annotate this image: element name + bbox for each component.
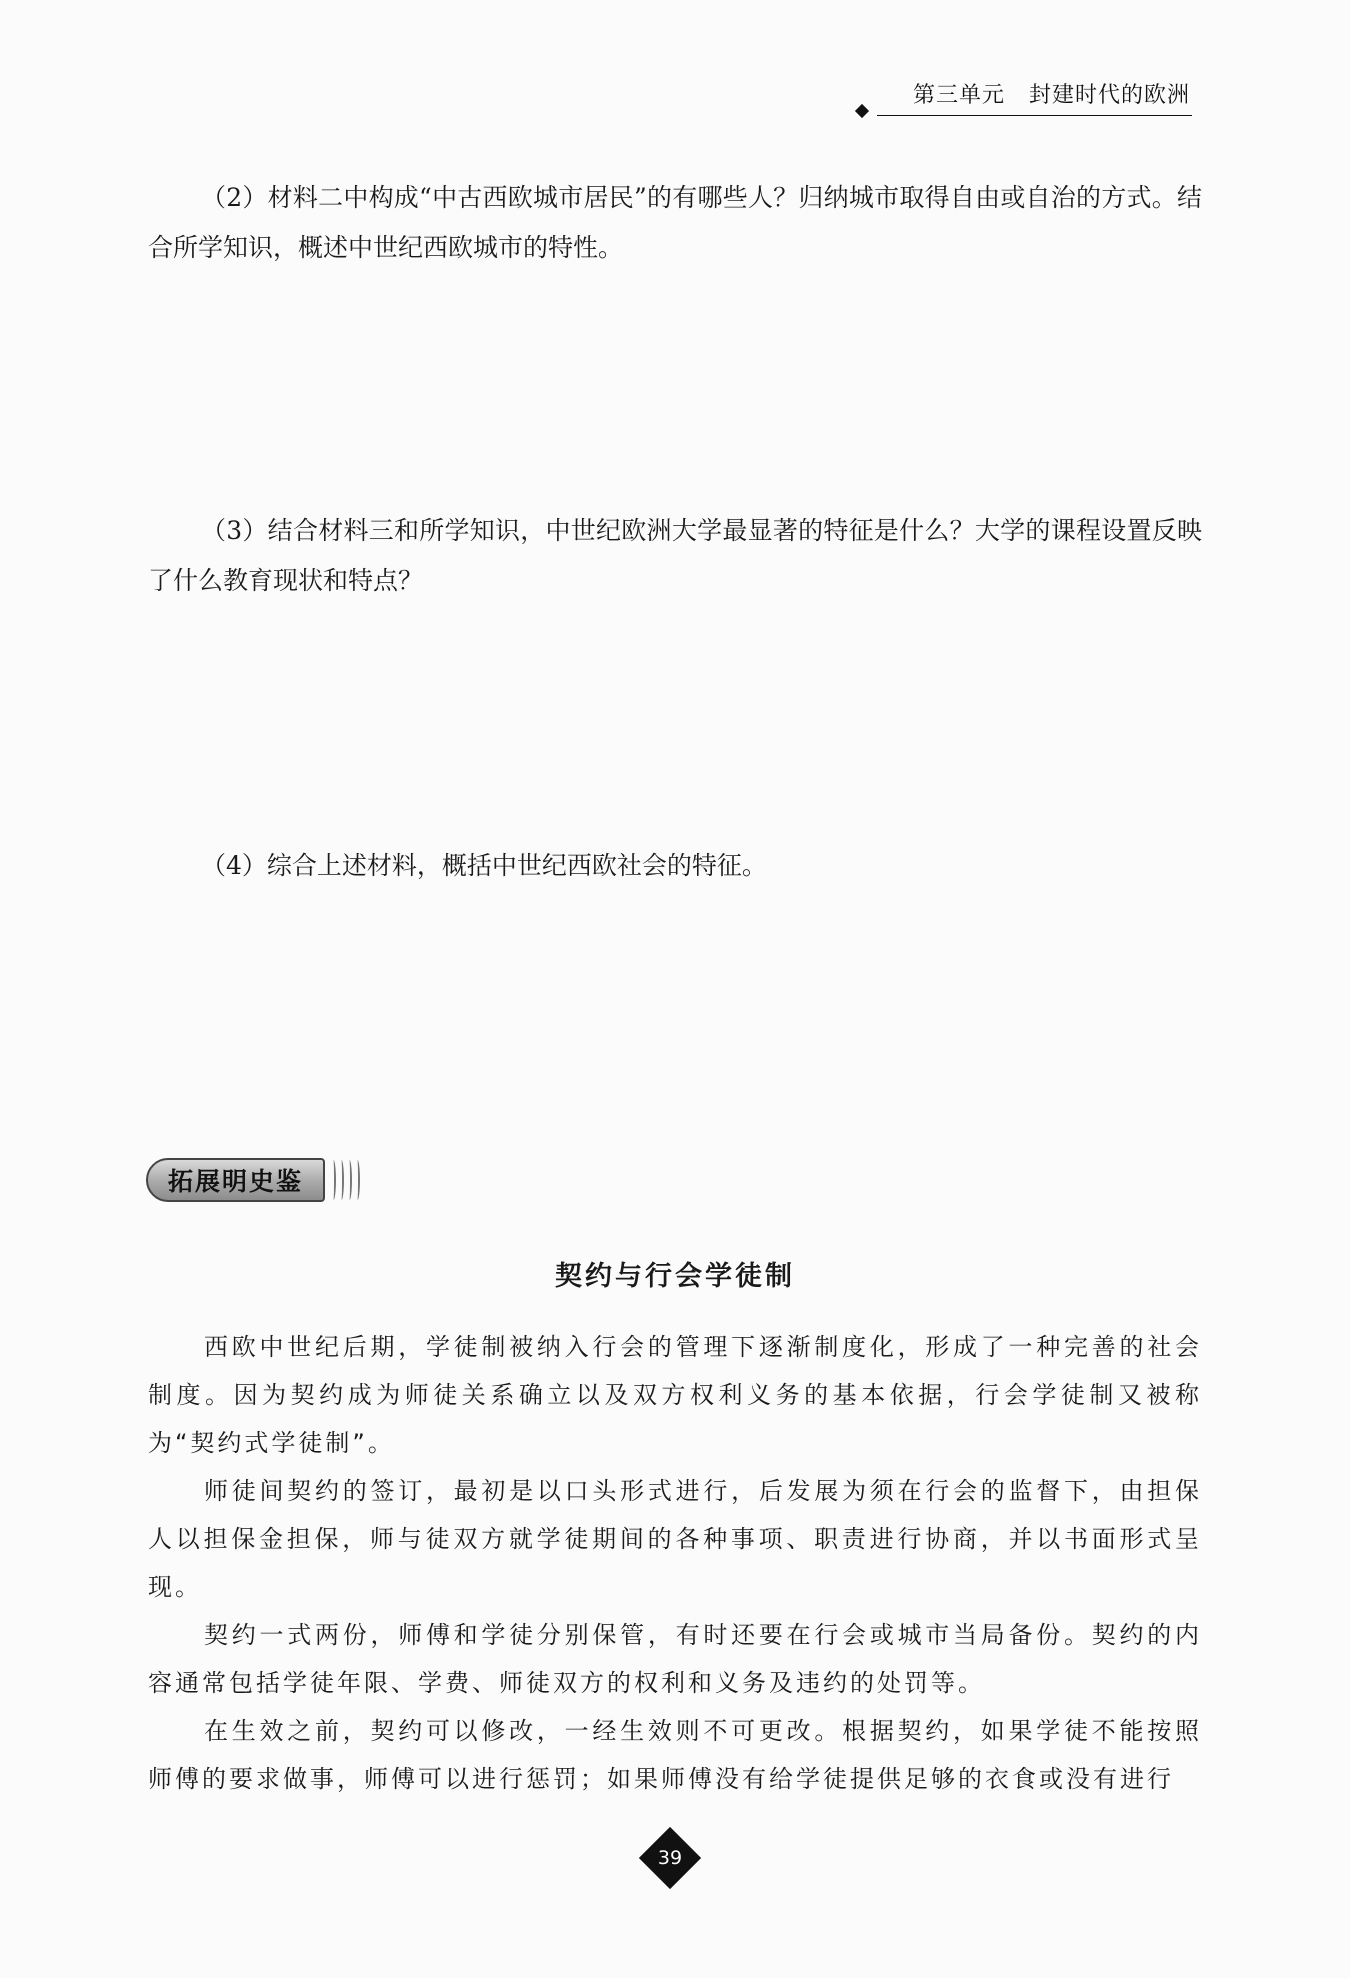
question-2: （2）材料二中构成“中古西欧城市居民”的有哪些人？归纳城市取得自由或自治的方式。结合所学知识，概述中世纪西欧城市的特性。 bbox=[148, 183, 1202, 262]
badge-stripes-decoration bbox=[328, 1160, 360, 1200]
reading-body bbox=[148, 1323, 1202, 1803]
badge-pill bbox=[146, 1158, 325, 1202]
section-badge-label: 拓展明史鉴 bbox=[167, 1167, 303, 1196]
header-rule bbox=[877, 78, 1192, 116]
section-badge bbox=[146, 1157, 360, 1203]
reading-title: 契约与行会学徒制 bbox=[555, 1261, 795, 1292]
page-number: 39 bbox=[657, 1847, 683, 1869]
reading-paragraph: 在生效之前，契约可以修改，一经生效则不可更改。根据契约，如果学徒不能按照师傅的要求做事，师傅可以进行惩罚；如果师傅没有给学徒提供足够的衣食或没有进行 bbox=[148, 1717, 1202, 1793]
reading-paragraph: 师徒间契约的签订，最初是以口头形式进行，后发展为须在行会的监督下，由担保人以担保金担保，师与徒双方就学徒期间的各种事项、职责进行协商，并以书面形式呈现。 bbox=[148, 1477, 1202, 1601]
question-3: （3）结合材料三和所学知识，中世纪欧洲大学最显著的特征是什么？大学的课程设置反映了什么教育现状和特点？ bbox=[148, 516, 1202, 595]
question-4: （4）综合上述材料，概括中世纪西欧社会的特征。 bbox=[201, 851, 767, 880]
reading-paragraph: 西欧中世纪后期，学徒制被纳入行会的管理下逐渐制度化，形成了一种完善的社会制度。因为契约成为师徒关系确立以及双方权利义务的基本依据，行会学徒制又被称为“契约式学徒制”。 bbox=[148, 1333, 1202, 1457]
diamond-icon bbox=[855, 104, 869, 118]
unit-title: 第三单元 封建时代的欧洲 bbox=[913, 83, 1190, 108]
reading-paragraph: 契约一式两份，师傅和学徒分别保管，有时还要在行会或城市当局备份。契约的内容通常包括学徒年限、学费、师徒双方的权利和义务及违约的处罚等。 bbox=[148, 1621, 1202, 1697]
running-header bbox=[857, 78, 1192, 116]
